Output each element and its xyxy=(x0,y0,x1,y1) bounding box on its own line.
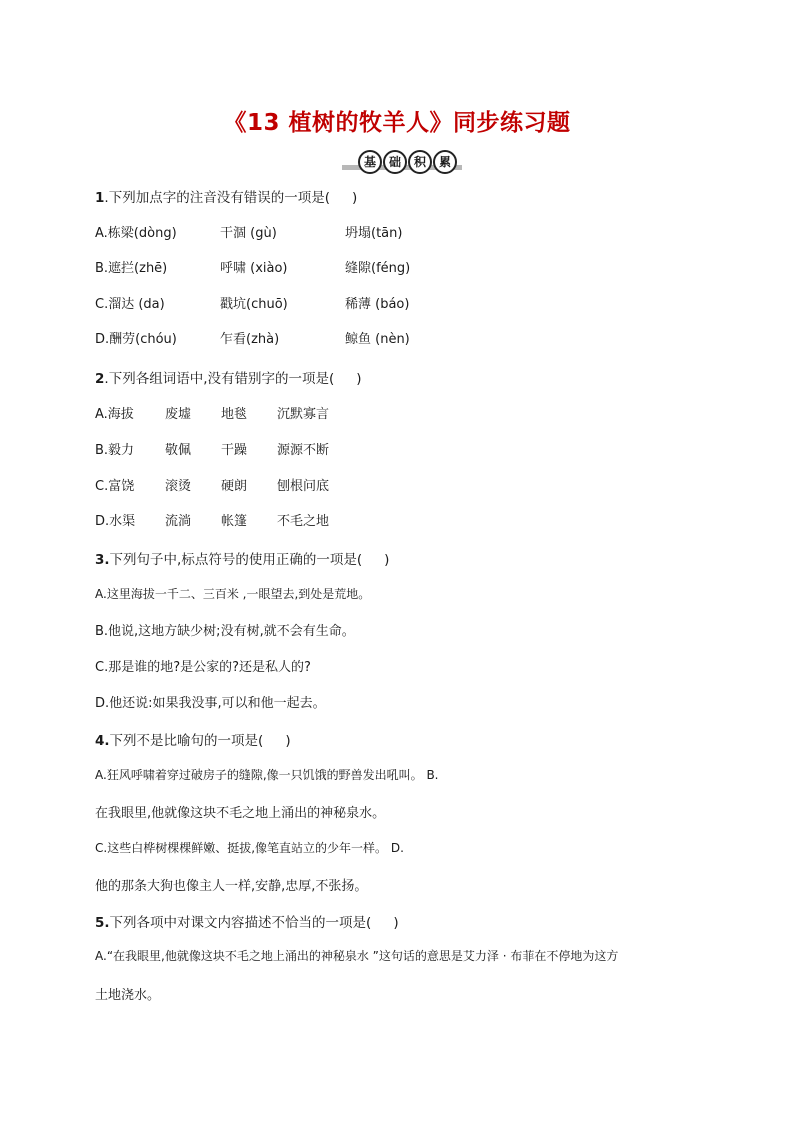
question-text: .下列各组词语中,没有错别字的一项是( xyxy=(104,371,335,387)
option-cell: 滚烫 xyxy=(165,479,192,494)
question-text: 下列各项中对课文内容描述不恰当的一项是( xyxy=(109,915,372,931)
badge-char: 基 xyxy=(358,150,382,174)
q4-line: A.狂风呼啸着穿过破房子的缝隙,像一只饥饿的野兽发出吼叫。 B. xyxy=(95,768,439,782)
question-number: 5. xyxy=(95,915,110,931)
option-cell: 鲸鱼 (nèn) xyxy=(345,332,410,347)
question-2-stem xyxy=(95,367,362,387)
question-1-stem xyxy=(95,186,357,206)
option-cell: 刨根问底 xyxy=(277,479,330,494)
option-cell: 源源不断 xyxy=(277,443,330,458)
option-cell: 乍看(zhà) xyxy=(220,332,280,347)
q2-option-b xyxy=(95,439,329,458)
option-cell: 稀薄 (báo) xyxy=(345,297,410,312)
option-cell: A.栋梁(dòng) xyxy=(95,226,177,241)
question-close: ) xyxy=(285,733,291,749)
option-cell: 坍塌(tān) xyxy=(345,226,403,241)
q1-option-b xyxy=(95,257,410,276)
question-text: 下列句子中,标点符号的使用正确的一项是( xyxy=(109,552,363,568)
q1-option-c xyxy=(95,293,409,312)
option-cell: 废墟 xyxy=(165,407,192,422)
q5-line: A.“在我眼里,他就像这块不毛之地上涌出的神秘泉水 ”这句话的意思是艾力泽 · 布菲在不停地为这方 xyxy=(95,949,619,963)
q1-option-a xyxy=(95,222,402,241)
section-badge xyxy=(342,150,462,172)
q2-option-a xyxy=(95,403,329,422)
q5-line: 土地浇水。 xyxy=(95,988,161,1003)
question-number: 3. xyxy=(95,552,110,568)
option-cell: B.遮拦(zhē) xyxy=(95,261,168,276)
badge-char: 累 xyxy=(433,150,457,174)
q4-line: 他的那条大狗也像主人一样,安静,忠厚,不张扬。 xyxy=(95,879,368,894)
question-number: 2 xyxy=(95,371,105,387)
question-close: ) xyxy=(356,371,362,387)
option-cell: 敬佩 xyxy=(165,443,192,458)
q4-line: C.这些白桦树棵棵鲜嫩、挺拔,像笔直站立的少年一样。 D. xyxy=(95,841,404,855)
page-title: 《13 植树的牧羊人》同步练习题 xyxy=(223,110,571,136)
question-close: ) xyxy=(351,190,358,206)
option-cell: 沉默寡言 xyxy=(277,407,330,422)
question-text: 下列不是比喻句的一项是( xyxy=(109,733,264,749)
option-cell: 戳坑(chuō) xyxy=(220,297,288,312)
q3-option-a: A.这里海拔一千二、三百米 ,一眼望去,到处是荒地。 xyxy=(95,587,371,601)
q3-option-c: C.那是谁的地?是公家的?还是私人的? xyxy=(95,660,311,675)
option-cell: 干躁 xyxy=(221,443,248,458)
option-cell: 地毯 xyxy=(221,407,248,422)
option-cell: D.水渠 xyxy=(95,514,136,529)
q1-option-d xyxy=(95,328,410,347)
question-4-stem xyxy=(95,729,291,749)
question-number: 1 xyxy=(95,190,105,206)
question-close: ) xyxy=(384,552,390,568)
q2-option-d xyxy=(95,510,329,529)
q3-option-d: D.他还说:如果我没事,可以和他一起去。 xyxy=(95,696,326,711)
option-cell: 干涸 (gù) xyxy=(220,226,277,241)
question-text: .下列加点字的注音没有错误的一项是( xyxy=(104,190,330,206)
option-cell: 帐篷 xyxy=(221,514,248,529)
option-cell: A.海拔 xyxy=(95,407,134,422)
option-cell: 流淌 xyxy=(165,514,192,529)
question-3-stem xyxy=(95,548,389,568)
question-5-stem xyxy=(95,911,399,931)
badge-char: 积 xyxy=(408,150,432,174)
q3-option-b: B.他说,这地方缺少树;没有树,就不会有生命。 xyxy=(95,624,355,639)
option-cell: 不毛之地 xyxy=(277,514,330,529)
badge-char: 础 xyxy=(383,150,407,174)
option-cell: D.酬劳(chóu) xyxy=(95,332,177,347)
option-cell: C.富饶 xyxy=(95,479,135,494)
option-cell: B.毅力 xyxy=(95,443,135,458)
option-cell: 硬朗 xyxy=(221,479,248,494)
q4-line: 在我眼里,他就像这块不毛之地上涌出的神秘泉水。 xyxy=(95,806,386,821)
q2-option-c xyxy=(95,475,329,494)
option-cell: 缝隙(féng) xyxy=(345,261,411,276)
option-cell: 呼啸 (xiào) xyxy=(220,261,288,276)
question-number: 4. xyxy=(95,733,110,749)
question-close: ) xyxy=(393,915,399,931)
option-cell: C.溜达 (da) xyxy=(95,297,165,312)
